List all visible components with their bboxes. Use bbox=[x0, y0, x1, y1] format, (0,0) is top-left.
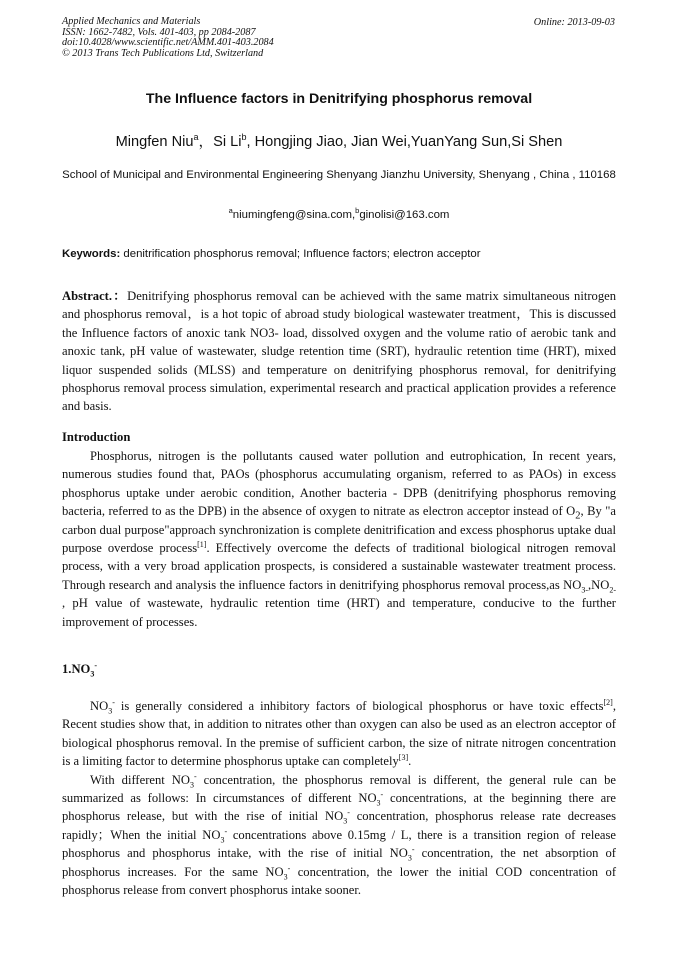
intro-text-5: , pH value of wastewate, hydraulic retention time (HRT) and temperature, conducive to the further improvement of processes. bbox=[62, 596, 616, 629]
citation-2: [2] bbox=[603, 697, 613, 707]
intro-text-4: ,NO bbox=[587, 577, 610, 592]
author-2: Si Li bbox=[213, 134, 242, 150]
citation-1: [1] bbox=[197, 539, 207, 549]
other-authors: , Hongjing Jiao, Jian Wei,YuanYang Sun,Si Shen bbox=[246, 134, 563, 150]
introduction-body bbox=[62, 447, 616, 631]
journal-name: Applied Mechanics and Materials bbox=[62, 16, 201, 27]
abstract bbox=[62, 287, 616, 416]
keywords-label: Keywords: bbox=[62, 248, 121, 260]
author-separator: ， bbox=[198, 134, 214, 150]
s1p1-sup: - bbox=[112, 697, 115, 707]
s1p1-sub: 3 bbox=[108, 706, 113, 716]
s1p2-text-4: concentration, phosphorus release rate decreases rapidly；When the initial NO bbox=[62, 809, 616, 842]
affiliation: School of Municipal and Environmental Engineering Shenyang Jianzhu University, Shenyang , China , 110168 bbox=[62, 169, 616, 181]
intro-text-3: . Effectively overcome the defects of traditional biological nitrogen removal process, with a very broad application prospects, is considered a sustainable wastewater treatment process. Through research and analysis the influence factors in denitrifying phosphorus removal process,as NO bbox=[62, 541, 617, 592]
doi-line: doi:10.4028/www.scientific.net/AMM.401-403.2084 bbox=[62, 37, 274, 48]
section-1-heading-text: 1.NO bbox=[62, 662, 91, 676]
section-1-heading-sup: - bbox=[94, 660, 98, 670]
author-emails bbox=[0, 206, 678, 221]
s1p2-text-7: concentration, the lower the initial COD concentration of phosphorus release from convert phosphorus intake sooner. bbox=[62, 864, 617, 898]
author-1-affil-mark: a bbox=[193, 132, 199, 143]
intro-text-2: , By "a carbon dual purpose"approach synchronization is complete denitrification and excess phosphorus uptake dual purpose overdose process bbox=[62, 504, 617, 556]
section-1-body bbox=[62, 697, 616, 899]
email-a: niumingfeng@sina.com, bbox=[232, 209, 356, 221]
section-1-paragraph-2 bbox=[62, 771, 616, 900]
introduction-paragraph bbox=[62, 447, 616, 631]
s1p2-sub-3: 3 bbox=[343, 816, 348, 826]
s1p2-sub-6: 3 bbox=[283, 872, 288, 882]
online-date: Online: 2013-09-03 bbox=[533, 17, 615, 28]
copyright-line: © 2013 Trans Tech Publications Ltd, Switzerland bbox=[62, 47, 264, 59]
introduction-heading: Introduction bbox=[62, 430, 131, 444]
section-1-heading bbox=[62, 662, 97, 677]
author-2-affil-mark: b bbox=[241, 132, 247, 143]
keywords-text: denitrification phosphorus removal; Influence factors; electron acceptor bbox=[120, 248, 481, 260]
citation-3: [3] bbox=[398, 753, 409, 763]
author-list bbox=[0, 130, 678, 151]
s1p2-sub-1: 3 bbox=[189, 780, 194, 790]
s1p1-text-2: is generally considered a inhibitory factors of biological phosphorus or have toxic effects bbox=[114, 699, 604, 713]
s1p2-sup-1: - bbox=[193, 771, 197, 781]
s1p1-text-1: NO bbox=[90, 699, 109, 713]
s1p2-text-1: With different NO bbox=[90, 772, 190, 787]
paper-title: The Influence factors in Denitrifying phosphorus removal bbox=[145, 91, 533, 107]
no2-subscript: 2- bbox=[609, 585, 616, 595]
section-1-paragraph-1 bbox=[62, 697, 616, 771]
s1p1-text-4: . bbox=[408, 754, 412, 769]
issn-line: ISSN: 1662-7482, Vols. 401-403, pp 2084-2087 bbox=[62, 26, 256, 38]
abstract-text: Denitrifying phosphorus removal can be achieved with the same matrix simultaneous nitrogen and phosphorus removal，is a hot topic of abroad study biological wastewater treatment，This is discussed the Influence factors of anoxic tank NO3- load, dissolved oxygen and the volume ratio of aerobic tank and anoxic tank, pH value of wastewater, sludge retention time (SRT), hydraulic retention time (HRT), mixed liquor suspended solids (MLSS) and temperature on denitrifying phosphorus removal, for denitrifying phosphorus removal process simulation, experimental research and practical application provides a reference and basis. bbox=[62, 289, 617, 414]
intro-text-1: Phosphorus, nitrogen is the pollutants caused water pollution and eutrophication, In recent years, numerous studies found that, PAOs (phosphorus accumulating organism, referred to as PAOs) in excess phosphorus uptake under aerobic condition, Another bacteria - DPB (denitrifying phosphorus removing bacteria, referred to as the DPB) in the absence of oxygen to nitrate as electron acceptor instead of O bbox=[62, 449, 616, 519]
s1p2-text-6: concentration, the net absorption of phosphorus increases. For the same NO bbox=[62, 846, 616, 879]
email-a-mark: a bbox=[228, 206, 233, 216]
s1p2-text-2: concentration, the phosphorus removal is different, the general rule can be summarized as follows: In circumstances of different NO bbox=[62, 772, 617, 806]
section-1-heading-sub: 3 bbox=[90, 669, 95, 679]
author-1: Mingfen Niu bbox=[115, 134, 194, 150]
o2-subscript: 2 bbox=[575, 510, 581, 522]
no3-subscript: 3- bbox=[581, 585, 588, 595]
s1p2-sup-3: - bbox=[347, 808, 350, 818]
s1p2-sub-4: 3 bbox=[220, 835, 225, 845]
s1p2-text-5: concentrations above 0.15mg / L, there is a transition region of release phosphorus and phosphorus intake, with the rise of initial NO bbox=[62, 827, 616, 861]
s1p2-sub-2: 3 bbox=[376, 798, 381, 808]
abstract-label: Abstract. bbox=[62, 289, 113, 303]
s1p2-sup-4: - bbox=[224, 826, 228, 836]
s1p2-sup-6: - bbox=[287, 863, 291, 873]
s1p2-sup-5: - bbox=[411, 845, 415, 855]
abstract-colon: ： bbox=[112, 289, 128, 303]
s1p2-sup-2: - bbox=[380, 789, 384, 799]
s1p2-text-3: concentrations, at the beginning there are phosphorus release, but with the rise of initial NO bbox=[62, 791, 616, 824]
email-b-mark: b bbox=[355, 206, 360, 216]
email-b: ginolisi@163.com bbox=[359, 209, 450, 221]
s1p2-sub-5: 3 bbox=[407, 853, 412, 863]
s1p1-text-3: , Recent studies show that, in addition to nitrates other than oxygen can also be used as an electron acceptor of biological phosphorus removal. In the premise of sufficient carbon, the size of nitrate nitrogen concentration is a limiting factor to determine phosphorus uptake can completely bbox=[62, 699, 616, 769]
keywords bbox=[62, 248, 616, 260]
